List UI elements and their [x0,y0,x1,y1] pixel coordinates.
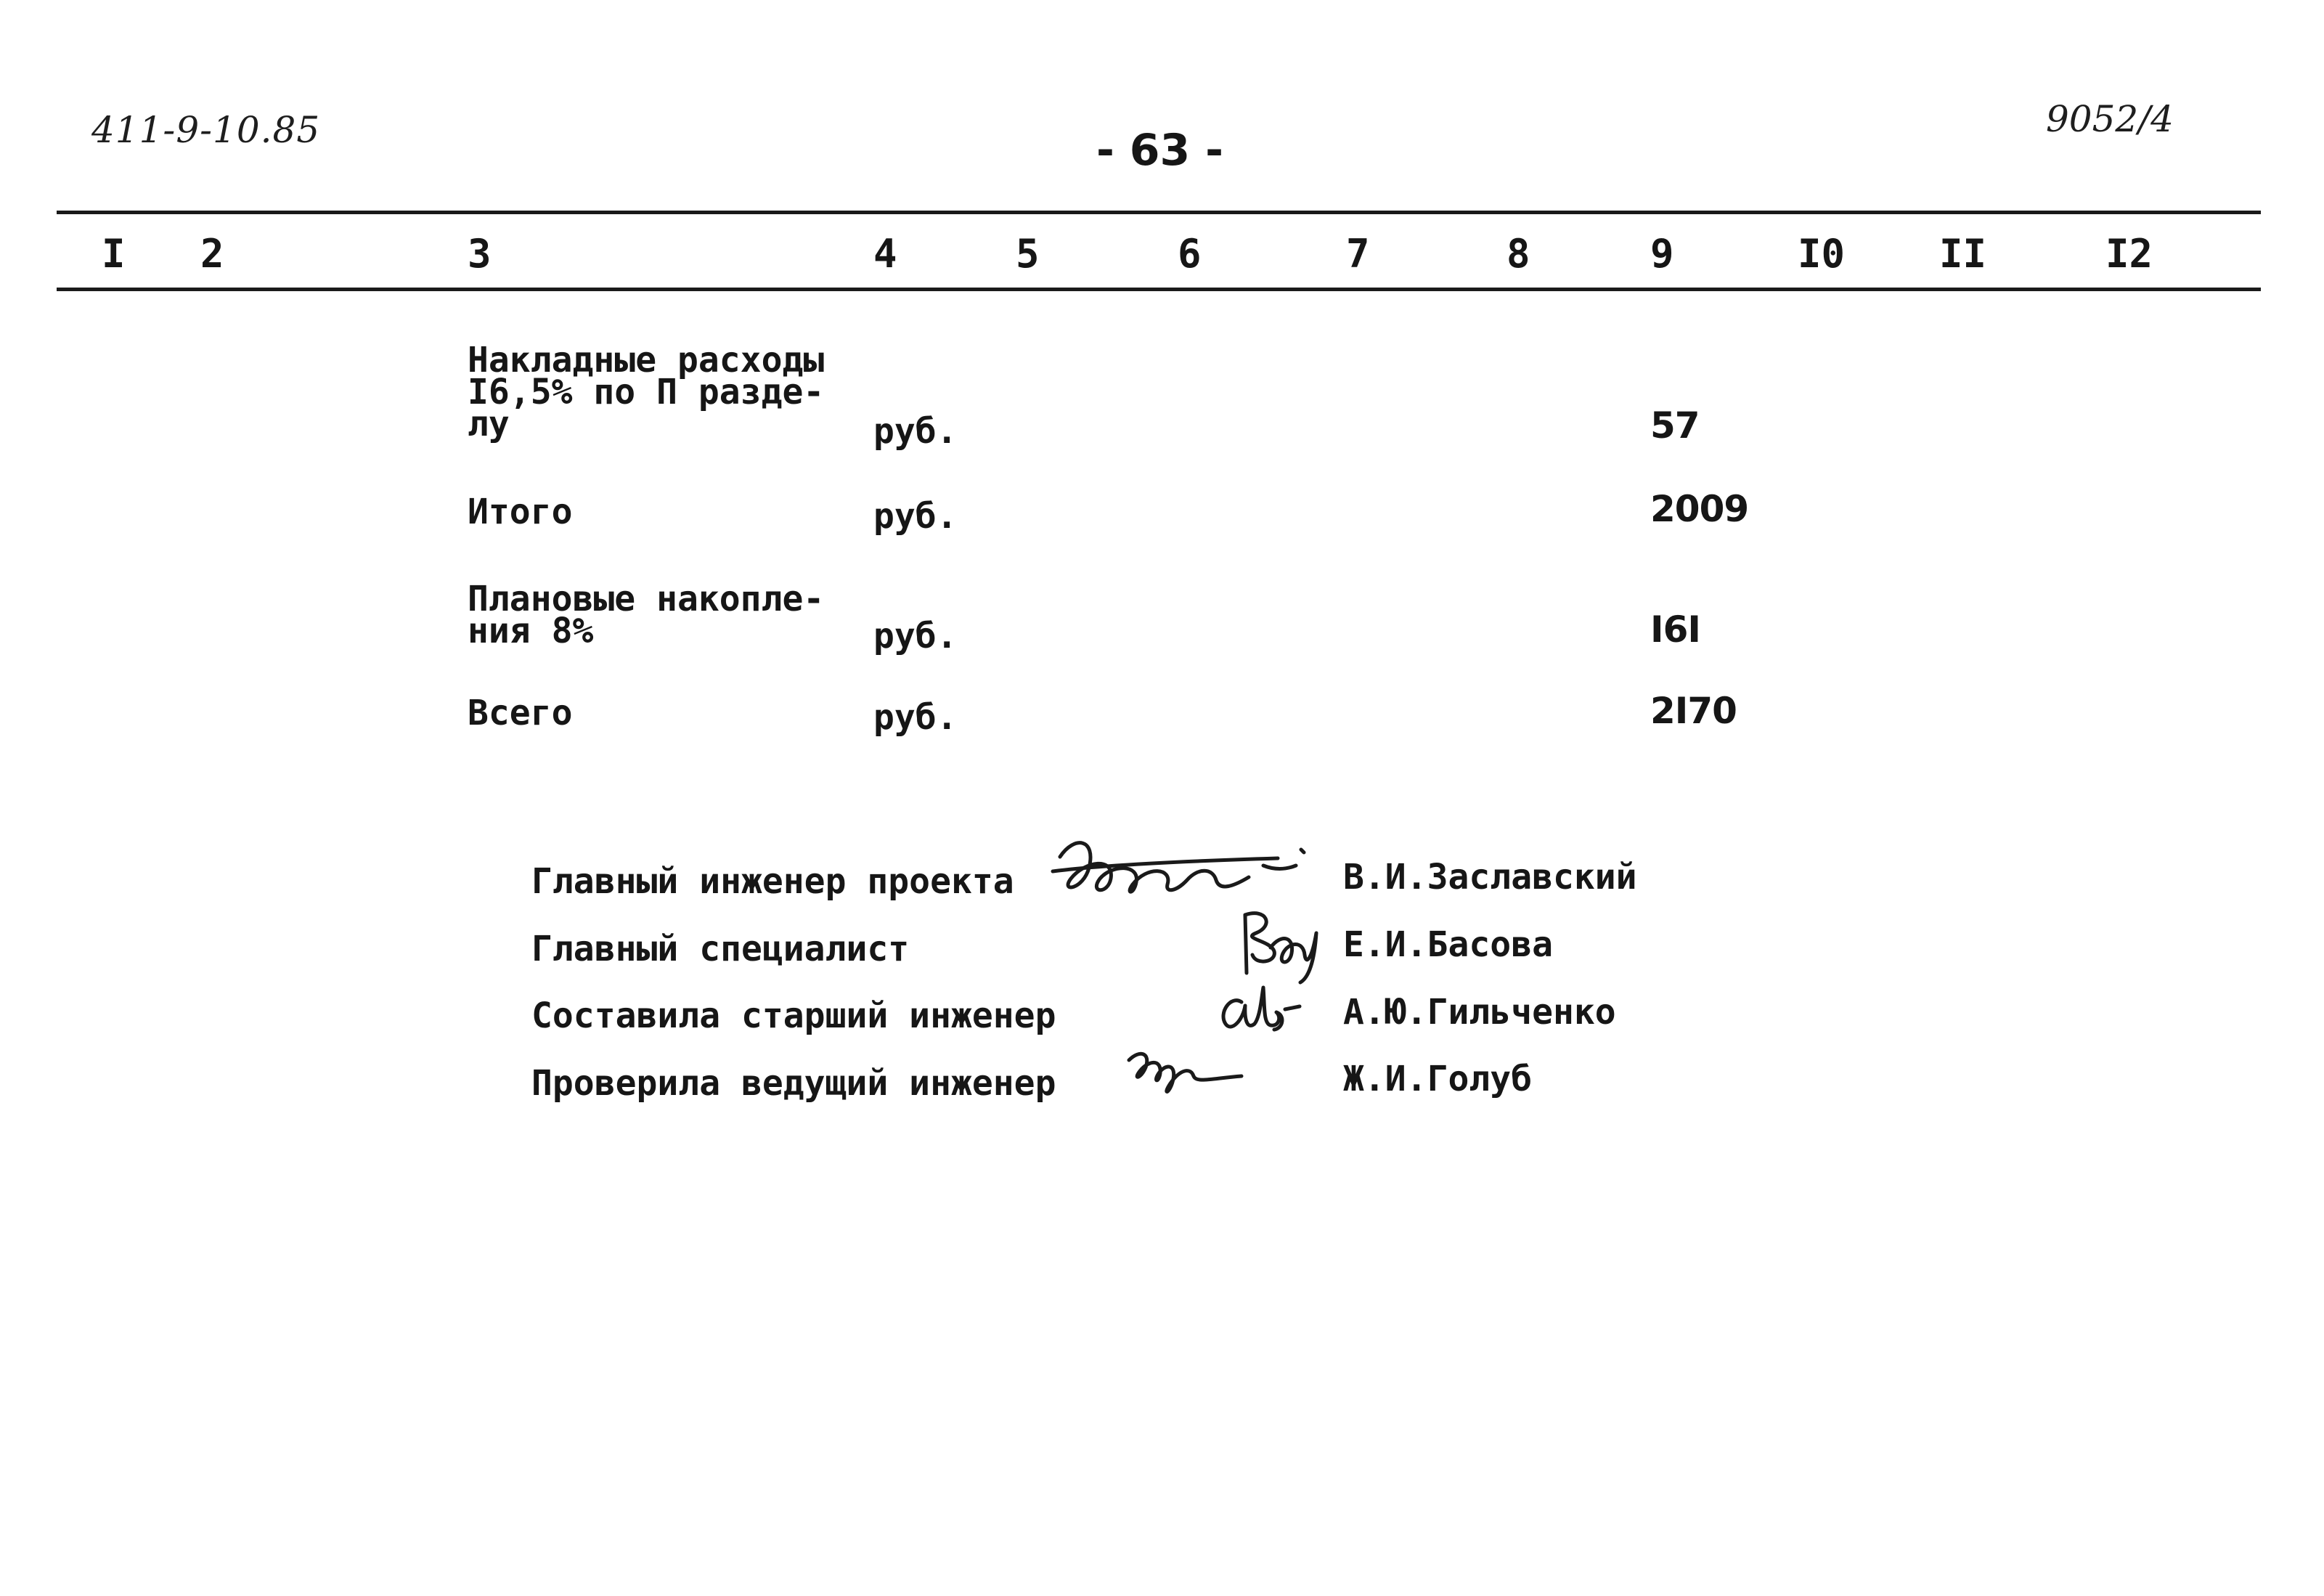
column-number-9: 9 [1650,231,1674,277]
table-row-value-col9: 57 [1650,404,1700,447]
signature-role: Главный специалист [531,929,910,969]
table-row-description: Накладные расходы I6,5% по П разде- лу [468,340,825,444]
column-number-11: II [1939,231,1987,277]
signature-role: Проверила ведущий инженер [531,1063,1056,1104]
table-row-unit: руб. [873,496,958,537]
column-number-1: I [102,231,126,277]
table-row-value-col9: 2009 [1650,488,1749,530]
table-row-unit: руб. [873,411,958,452]
column-number-4: 4 [873,231,897,277]
table-row-value-col9: 2I70 [1650,690,1737,732]
column-number-7: 7 [1346,231,1370,277]
handwritten-signature [1118,1038,1249,1111]
signature-name: А.Ю.Гильченко [1343,992,1616,1033]
table-row-description: Всего [468,693,573,733]
handwritten-signature [1231,904,1325,988]
column-number-12: I2 [2105,231,2153,277]
column-number-10: I0 [1798,231,1846,277]
page-number: - 63 - [1096,125,1224,176]
signature-role: Главный инженер проекта [531,861,1014,902]
table-row-value-col9: I6I [1650,608,1700,651]
signature-name: Е.И.Басова [1343,924,1553,965]
table-row-unit: руб. [873,697,958,738]
signature-name: Ж.И.Голуб [1343,1059,1533,1099]
column-number-5: 5 [1016,231,1040,277]
table-row-unit: руб. [873,616,958,656]
table-row-description: Итого [468,492,573,532]
column-number-3: 3 [468,231,492,277]
column-number-8: 8 [1506,231,1530,277]
document-code: 411-9-10.85 [91,109,321,151]
handwritten-signature [1045,828,1314,908]
signature-name: В.И.Заславский [1343,857,1637,897]
table-row-description: Плановые накопле- ния 8% [468,579,825,651]
sheet-code: 9052/4 [2046,98,2174,140]
handwritten-signature [1212,980,1307,1042]
column-number-6: 6 [1178,231,1202,277]
signature-role: Составила старший инженер [531,996,1056,1036]
table-header-bottom-rule [57,288,2261,291]
table-header-top-rule [57,211,2261,214]
column-number-2: 2 [200,231,224,277]
